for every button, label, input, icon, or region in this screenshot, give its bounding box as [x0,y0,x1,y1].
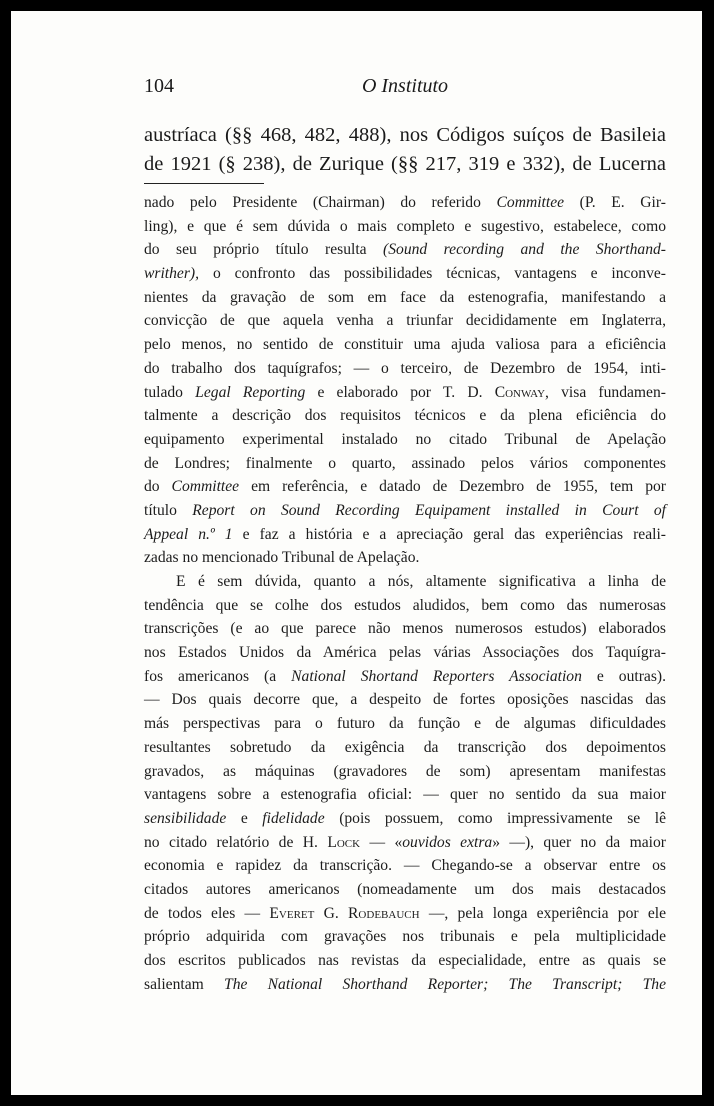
footnote-line: E é sem dúvida, quanto a nós, altamente significativa a linha de [176,573,666,590]
footnote-line: convicção de que aquela venha a triunfar decididamente em Inglaterra, [144,312,666,330]
footnote-line: próprio adquirida com gravações nos tribunais e pela multiplicidade [144,928,666,946]
footnote-line: do seu próprio título resulta (Sound recording and the Shorthand- [144,241,666,259]
footnote-rule [144,183,264,184]
text-line: austríaca (§§ 468, 482, 488), nos Códigos suíços de Basileia [144,124,666,146]
footnote [144,191,666,996]
footnote-line: fos americanos (a National Shortand Reporters Association e outras). [144,667,666,685]
footnote-line: resultantes sobretudo da exigência da transcrição dos depoimentos [144,738,666,756]
footnote-line: vantagens sobre a estenografia oficial: — quer no sentido da sua maior [144,786,666,804]
footnote-line: salientam The National Shorthand Reporter; The Transcript; The [144,975,666,993]
footnote-line: ling), e que é sem dúvida o mais completo e sugestivo, estabelece, como [144,217,666,235]
document-page [11,11,702,1095]
footnote-line: nientes da gravação de som em face da estenografia, manifestando a [144,288,666,306]
footnote-line: zadas no mencionado Tribunal de Apelação. [144,549,420,567]
footnote-line: sensibilidade e fidelidade (pois possuem, como impressivamente se lê [144,809,666,827]
footnote-line: Appeal n.º 1 e faz a história e a apreciação geral das experiências reali- [144,525,666,543]
footnote-line: writher), o confronto das possibilidades técnicas, vantagens e inconve- [144,265,666,283]
footnote-line: de Londres; finalmente o quarto, assinado pelos vários componentes [144,454,666,472]
footnote-line: do trabalho dos taquígrafos; — o terceiro, de Dezembro de 1954, inti- [144,359,666,377]
main-text [144,121,666,179]
footnote-line: pelo menos, no sentido de constituir uma ajuda valiosa para a eficiência [144,336,666,354]
footnote-line: economia e rapidez da transcrição. — Chegando-se a observar entre os [144,857,666,875]
footnote-line: título Report on Sound Recording Equipament installed in Court of [144,501,666,519]
footnote-line: de todos eles — Everet G. Rodebauch —, pela longa experiência por ele [144,904,667,922]
page-header [144,75,666,105]
footnote-line: gravados, as máquinas (gravadores de som) apresentam manifestas [144,762,666,780]
running-title: O Instituto [361,75,449,97]
text-line: de 1921 (§ 238), de Zurique (§§ 217, 319 e 332), de Lucerna [144,153,666,175]
footnote-line: do Committee em referência, e datado de Dezembro de 1955, tem por [144,478,666,496]
footnote-line: nado pelo Presidente (Chairman) do referido Committee (P. E. Gir- [144,194,666,211]
page-number: 104 [144,75,174,97]
footnote-line: nos Estados Unidos da América pelas várias Associações dos Taquígra- [144,644,666,662]
footnote-line: tendência que se colhe dos estudos aludidos, bem como das numerosas [144,596,666,614]
footnote-line: — Dos quais decorre que, a despeito de fortes oposições nascidas das [144,691,666,709]
footnote-line: no citado relatório de H. Lock — «ouvidos extra» —), quer no da maior [144,833,666,851]
footnote-line: citados autores americanos (nomeadamente um dos mais destacados [144,880,666,898]
footnote-line: dos escritos publicados nas revistas da especialidade, entre as quais se [144,952,666,969]
footnote-line: más perspectivas para o futuro da função e de algumas dificuldades [144,715,666,733]
footnote-line: tulado Legal Reporting e elaborado por T. D. Conway, visa fundamen- [144,383,666,401]
footnote-line: transcrições (e ao que parece não menos numerosos estudos) elaborados [144,620,666,638]
footnote-line: equipamento experimental instalado no citado Tribunal de Apelação [144,430,666,448]
footnote-line: talmente a descrição dos requisitos técnicos e da plena eficiência do [144,407,666,425]
